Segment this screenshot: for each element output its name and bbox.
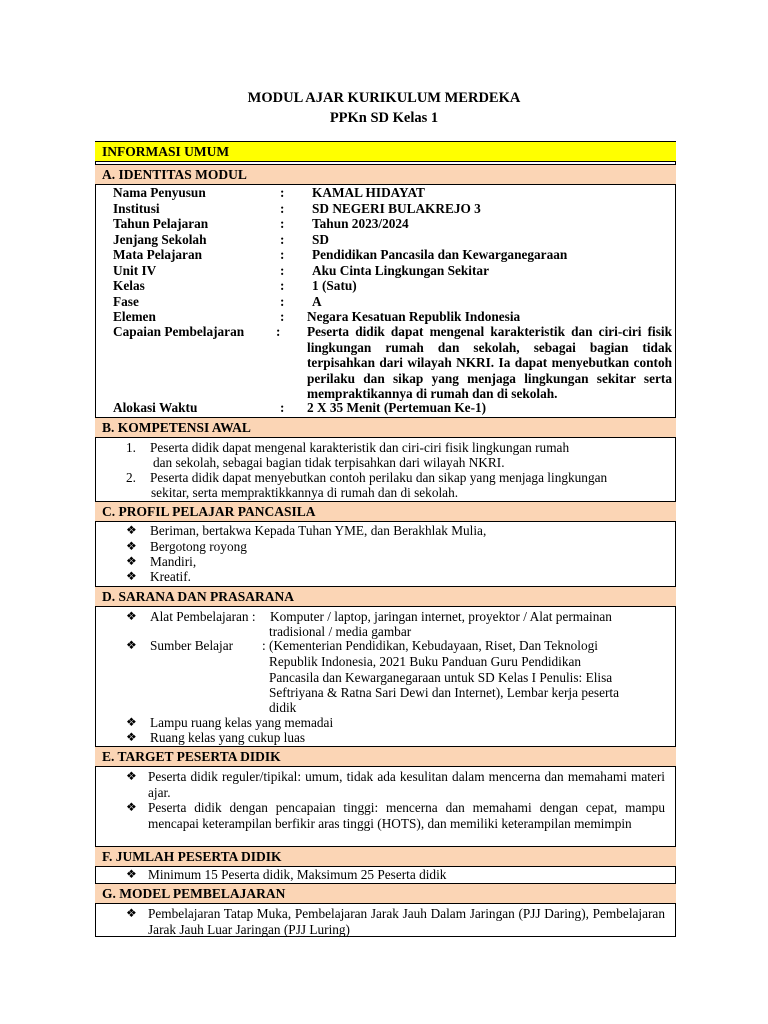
capaian-pembelajaran-text: Peserta didik dapat mengenal karakteristik dan ciri-ciri fisik lingkungan rumah dan sekolah, sebagai bagian tidak terpisahkan dari wilayah NKRI. Ia dapat menyebutkan contoh perilaku dan sikap yang menjaga lingkungan sekitar serta mempraktikannya di rumah dan di sekolah. bbox=[307, 324, 672, 401]
bullet-icon: ❖ bbox=[126, 539, 137, 553]
identitas-colon: : bbox=[280, 294, 285, 309]
identitas-colon: : bbox=[280, 185, 285, 200]
list-item: Beriman, bertakwa Kepada Tuhan YME, dan Berakhlak Mulia, bbox=[150, 523, 487, 538]
list-item: Kreatif. bbox=[150, 569, 191, 584]
identitas-colon: : bbox=[276, 324, 281, 339]
identitas-value: Aku Cinta Lingkungan Sekitar bbox=[312, 263, 489, 278]
list-number: 2. bbox=[126, 470, 136, 485]
identitas-label: Unit IV bbox=[113, 263, 157, 278]
identitas-value: SD bbox=[312, 232, 329, 247]
identitas-value: A bbox=[312, 294, 322, 309]
bullet-icon: ❖ bbox=[126, 867, 137, 881]
section-kompetensi-awal: B. KOMPETENSI AWAL bbox=[95, 417, 676, 438]
identitas-value: Tahun 2023/2024 bbox=[312, 216, 409, 231]
sarana-value: Komputer / laptop, jaringan internet, proyektor / Alat permainan bbox=[270, 609, 612, 624]
identitas-colon: : bbox=[280, 232, 285, 247]
identitas-value: Negara Kesatuan Republik Indonesia bbox=[307, 309, 521, 324]
identitas-label: Alokasi Waktu bbox=[113, 400, 198, 415]
identitas-colon: : bbox=[280, 247, 285, 262]
bullet-icon: ❖ bbox=[126, 715, 137, 729]
bullet-icon: ❖ bbox=[126, 609, 137, 623]
identitas-label: Fase bbox=[113, 294, 139, 309]
bullet-icon: ❖ bbox=[126, 638, 137, 652]
sarana-label: Sumber Belajar bbox=[150, 638, 234, 653]
identitas-label: Kelas bbox=[113, 278, 145, 293]
identitas-value: 2 X 35 Menit (Pertemuan Ke-1) bbox=[307, 400, 487, 415]
list-number: 1. bbox=[126, 440, 136, 455]
list-item: Mandiri, bbox=[150, 554, 197, 569]
sarana-value: Pancasila dan Kewarganegaraan untuk SD Kelas I Penulis: Elisa bbox=[269, 670, 613, 685]
identitas-colon: : bbox=[280, 263, 285, 278]
section-identitas-modul: A. IDENTITAS MODUL bbox=[95, 164, 676, 185]
identitas-label: Jenjang Sekolah bbox=[113, 232, 207, 247]
section-target-peserta-didik: E. TARGET PESERTA DIDIK bbox=[95, 746, 676, 767]
identitas-label: Tahun Pelajaran bbox=[113, 216, 209, 231]
document-subtitle: PPKn SD Kelas 1 bbox=[329, 110, 439, 126]
identitas-value: 1 (Satu) bbox=[312, 278, 357, 293]
sarana-value: Republik Indonesia, 2021 Buku Panduan Guru Pendidikan bbox=[269, 654, 582, 669]
bullet-icon: ❖ bbox=[126, 730, 137, 744]
section-model-pembelajaran: G. MODEL PEMBELAJARAN bbox=[95, 883, 676, 904]
identitas-value: SD NEGERI BULAKREJO 3 bbox=[312, 201, 481, 216]
identitas-colon: : bbox=[280, 309, 285, 324]
identitas-colon: : bbox=[280, 400, 285, 415]
section-informasi-umum: INFORMASI UMUM bbox=[95, 141, 676, 162]
bullet-icon: ❖ bbox=[126, 569, 137, 583]
list-item: Peserta didik dapat mengenal karakteristik dan ciri-ciri fisik lingkungan rumah bbox=[150, 440, 570, 455]
bullet-icon: ❖ bbox=[126, 554, 137, 568]
list-item: Peserta didik dapat menyebutkan contoh perilaku dan sikap yang menjaga lingkungan bbox=[150, 470, 608, 485]
bullet-icon: ❖ bbox=[126, 800, 137, 814]
identitas-colon: : bbox=[280, 278, 285, 293]
list-item: sekitar, serta mempraktikkannya di rumah dan di sekolah. bbox=[151, 485, 459, 500]
sarana-label: Alat Pembelajaran : bbox=[150, 609, 256, 624]
sarana-value: tradisional / media gambar bbox=[269, 624, 412, 639]
identitas-label: Capaian Pembelajaran bbox=[113, 324, 245, 339]
section-sarana-prasarana: D. SARANA DAN PRASARANA bbox=[95, 586, 676, 607]
identitas-colon: : bbox=[280, 201, 285, 216]
list-item: Minimum 15 Peserta didik, Maksimum 25 Peserta didik bbox=[148, 867, 447, 882]
section-profil-pelajar-pancasila: C. PROFIL PELAJAR PANCASILA bbox=[95, 501, 676, 522]
identitas-label: Mata Pelajaran bbox=[113, 247, 202, 262]
identitas-label: Institusi bbox=[113, 201, 160, 216]
list-item: Peserta didik dengan pencapaian tinggi: mencerna dan memahami dengan cepat, mampu mencapai keterampilan berfikir aras tinggi (HOTS), dan memiliki keterampilan memimpin bbox=[148, 800, 665, 831]
identitas-value: Pendidikan Pancasila dan Kewarganegaraan bbox=[312, 247, 568, 262]
list-item: Pembelajaran Tatap Muka, Pembelajaran Jarak Jauh Dalam Jaringan (PJJ Daring), Pembelajaran Jarak Jauh Luar Jaringan (PJJ Luring) bbox=[148, 906, 665, 937]
document-title: MODUL AJAR KURIKULUM MERDEKA bbox=[247, 90, 521, 106]
identitas-colon: : bbox=[280, 216, 285, 231]
list-item: Peserta didik reguler/tipikal: umum, tidak ada kesulitan dalam mencerna dan memahami materi ajar. bbox=[148, 769, 665, 800]
bullet-icon: ❖ bbox=[126, 906, 137, 920]
bullet-icon: ❖ bbox=[126, 769, 137, 783]
list-item: Lampu ruang kelas yang memadai bbox=[150, 715, 334, 730]
list-item: Ruang kelas yang cukup luas bbox=[150, 730, 306, 745]
identitas-label: Elemen bbox=[113, 309, 156, 324]
identitas-label: Nama Penyusun bbox=[113, 185, 206, 200]
sarana-value: : (Kementerian Pendidikan, Kebudayaan, Riset, Dan Teknologi bbox=[262, 638, 598, 653]
identitas-value: KAMAL HIDAYAT bbox=[312, 185, 425, 200]
list-item: Bergotong royong bbox=[150, 539, 247, 554]
sarana-value: Seftriyana & Ratna Sari Dewi dan Internet), Lembar kerja peserta bbox=[269, 685, 620, 700]
list-item: dan sekolah, sebagai bagian tidak terpisahkan dari wilayah NKRI. bbox=[153, 455, 505, 470]
section-jumlah-peserta-didik: F. JUMLAH PESERTA DIDIK bbox=[95, 846, 676, 867]
sarana-value: didik bbox=[269, 700, 297, 715]
bullet-icon: ❖ bbox=[126, 523, 137, 537]
